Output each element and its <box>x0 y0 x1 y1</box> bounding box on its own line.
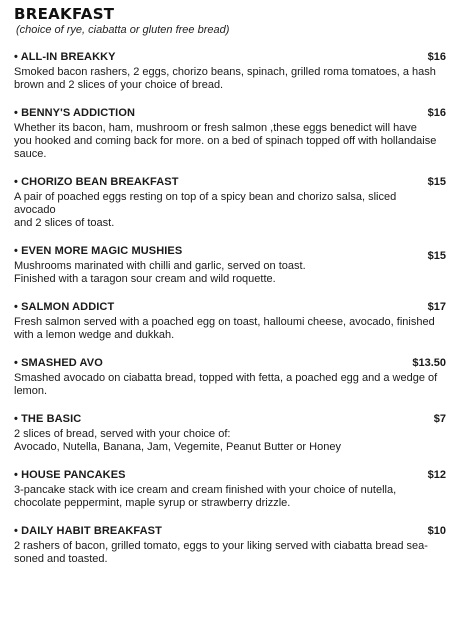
menu-item-price: $10 <box>427 525 446 537</box>
description-line: Smashed avocado on ciabatta bread, topped with fetta, a poached egg and a wedge of <box>14 372 438 384</box>
menu-item-name: • SALMON ADDICT <box>14 301 115 313</box>
menu-item-description <box>14 260 446 286</box>
menu-item-header <box>14 51 446 64</box>
menu-item-description <box>14 316 446 342</box>
menu-item-price: $15 <box>427 250 446 262</box>
menu-item-header <box>14 301 446 314</box>
description-line: brown and 2 slices of your choice of bread. <box>14 79 224 91</box>
menu-item-price: $17 <box>427 301 446 313</box>
menu-item-header <box>14 413 446 426</box>
description-line: you hooked and coming back for more. on a bed of spinach topped off with hollandaise <box>14 135 437 147</box>
menu-item <box>14 176 446 230</box>
menu-item-name: • EVEN MORE MAGIC MUSHIES <box>14 245 183 257</box>
menu-subtitle: (choice of rye, ciabatta or gluten free bread) <box>16 24 230 36</box>
description-line: 2 rashers of bacon, grilled tomato, eggs to your liking served with ciabatta bread sea- <box>14 540 428 552</box>
description-line: 3-pancake stack with ice cream and cream finished with your choice of nutella, <box>14 484 397 496</box>
description-line: sauce. <box>14 148 47 160</box>
menu-item-name: • SMASHED AVO <box>14 357 103 369</box>
menu-item-header <box>14 176 446 189</box>
breakfast-menu <box>14 5 446 581</box>
menu-item <box>14 107 446 161</box>
menu-item-name: • DAILY HABIT BREAKFAST <box>14 525 162 537</box>
menu-item-name: • BENNY'S ADDICTION <box>14 107 136 119</box>
menu-item-header <box>14 107 446 120</box>
menu-item-name: • THE BASIC <box>14 413 82 425</box>
menu-item <box>14 357 446 398</box>
description-line: A pair of poached eggs resting on top of a spicy bean and chorizo salsa, sliced avocado <box>14 191 397 216</box>
menu-item-header <box>14 525 446 538</box>
menu-item-description <box>14 372 446 398</box>
menu-item <box>14 469 446 510</box>
description-line: 2 slices of bread, served with your choice of: <box>14 428 231 440</box>
menu-item-price: $13.50 <box>412 357 446 369</box>
menu-item-price: $7 <box>433 413 446 425</box>
description-line: and 2 slices of toast. <box>14 217 115 229</box>
menu-item-price: $15 <box>427 176 446 188</box>
description-line: with a lemon wedge and dukkah. <box>14 329 175 341</box>
menu-item-description <box>14 540 446 566</box>
menu-item <box>14 301 446 342</box>
menu-item <box>14 413 446 454</box>
menu-item-list <box>14 51 446 566</box>
menu-item-price: $12 <box>427 469 446 481</box>
menu-item-description <box>14 66 446 92</box>
menu-item-header <box>14 357 446 370</box>
menu-item <box>14 245 446 286</box>
menu-item-description <box>14 122 446 161</box>
description-line: Fresh salmon served with a poached egg on toast, halloumi cheese, avocado, finished <box>14 316 435 328</box>
menu-title: BREAKFAST <box>14 5 115 23</box>
description-line: Avocado, Nutella, Banana, Jam, Vegemite, Peanut Butter or Honey <box>14 441 341 453</box>
menu-item-name: • CHORIZO BEAN BREAKFAST <box>14 176 179 188</box>
menu-item-name: • ALL-IN BREAKKY <box>14 51 116 63</box>
menu-item-description <box>14 191 446 230</box>
menu-item-header <box>14 469 446 482</box>
menu-item <box>14 525 446 566</box>
menu-item-price: $16 <box>427 51 446 63</box>
description-line: Mushrooms marinated with chilli and garlic, served on toast. <box>14 260 306 272</box>
description-line: Finished with a taragon sour cream and wild roquette. <box>14 273 276 285</box>
menu-item <box>14 51 446 92</box>
menu-item-name: • HOUSE PANCAKES <box>14 469 126 481</box>
description-line: Whether its bacon, ham, mushroom or fresh salmon ,these eggs benedict will have <box>14 122 417 134</box>
description-line: soned and toasted. <box>14 553 108 565</box>
menu-item-description <box>14 428 446 454</box>
menu-item-description <box>14 484 446 510</box>
description-line: chocolate peppermint, maple syrup or strawberry drizzle. <box>14 497 291 509</box>
menu-item-price: $16 <box>427 107 446 119</box>
description-line: lemon. <box>14 385 48 397</box>
description-line: Smoked bacon rashers, 2 eggs, chorizo beans, spinach, grilled roma tomatoes, a hash <box>14 66 436 78</box>
